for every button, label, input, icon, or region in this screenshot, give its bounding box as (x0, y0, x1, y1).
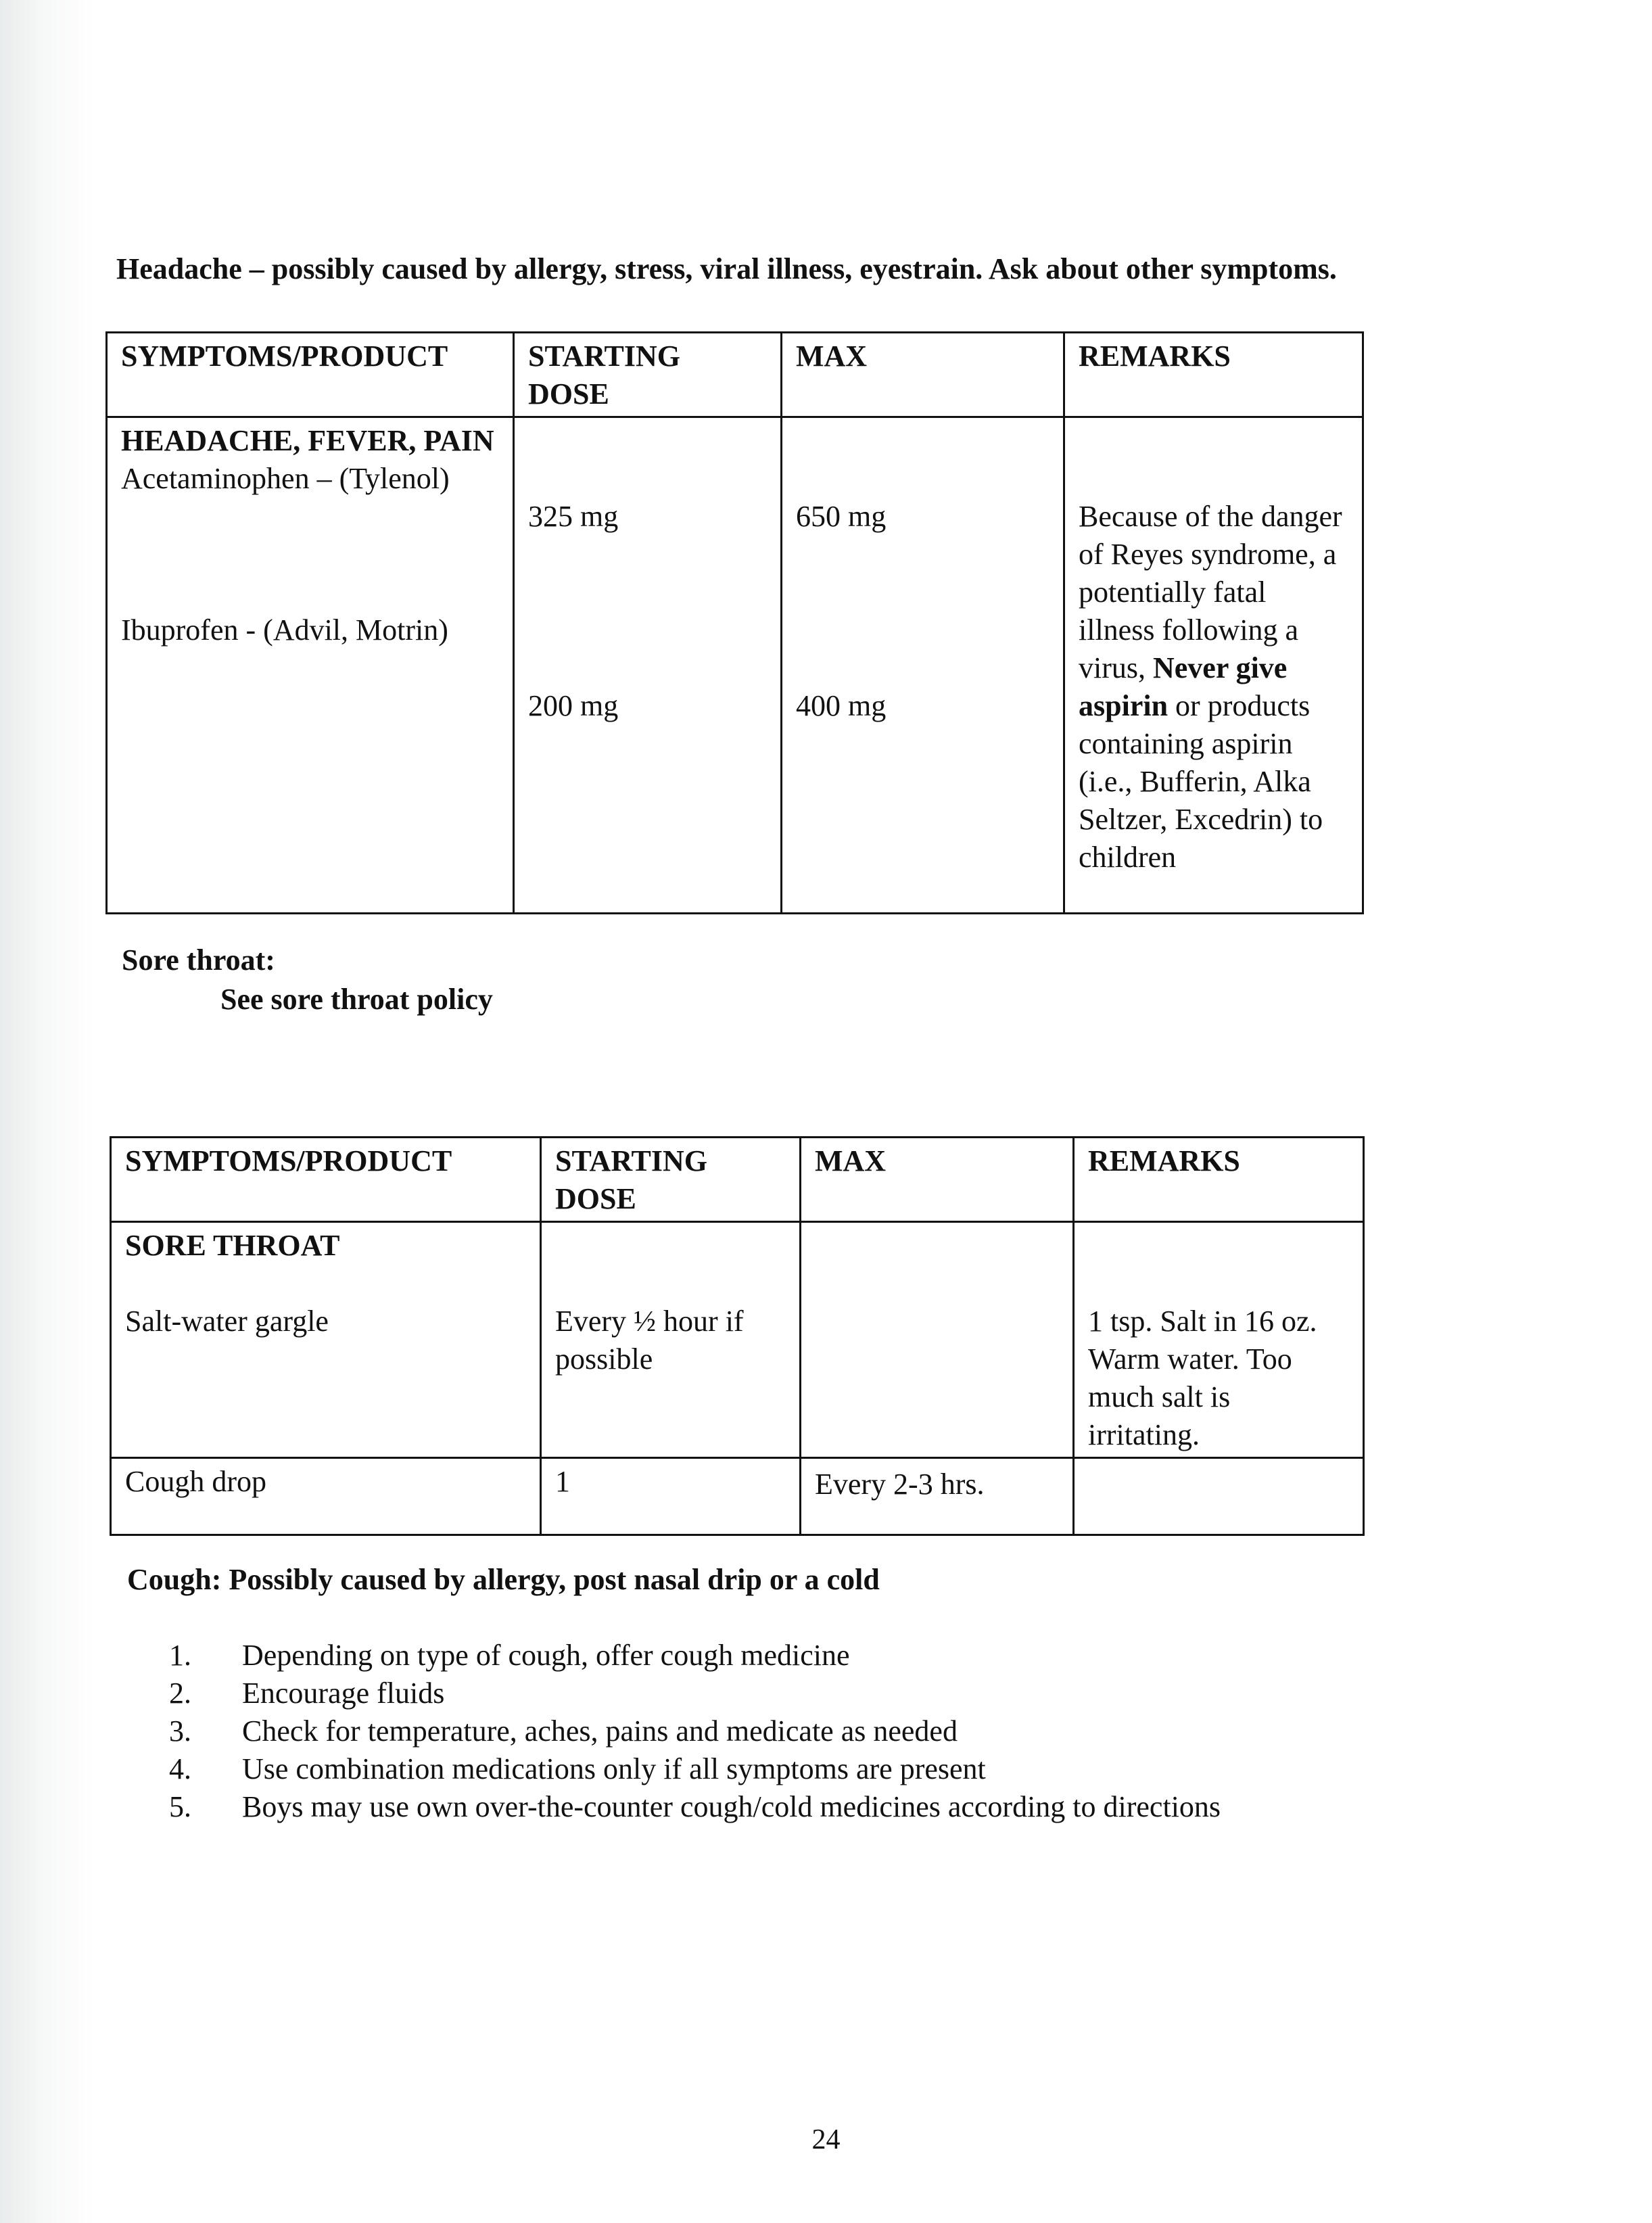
column-header: MAX (801, 1138, 1074, 1222)
remarks-text: or products containing aspirin (i.e., Bufferin, Alka Seltzer, Excedrin) to children (1079, 689, 1323, 874)
remarks-warning: Never give aspirin (1079, 651, 1288, 722)
table-header-row (107, 333, 1363, 417)
max-cell: Every 2-3 hrs. (801, 1458, 1074, 1535)
column-header: STARTING DOSE (514, 333, 782, 417)
remarks-text: Because of the danger of Reyes syndrome, a potentially fatal illness following a virus, (1079, 500, 1342, 684)
cough-heading: Cough: Possibly caused by allergy, post nasal drip or a cold (127, 1563, 880, 1596)
column-header: REMARKS (1074, 1138, 1364, 1222)
list-item (169, 1637, 1392, 1675)
section-label: HEADACHE, FEVER, PAIN (121, 424, 494, 457)
remarks-cell (1074, 1458, 1364, 1535)
list-item-text: Encourage fluids (242, 1677, 445, 1710)
max-cell (782, 417, 1064, 914)
dose-value: Every ½ hour if possible (555, 1305, 744, 1376)
dose-cell (541, 1222, 801, 1458)
column-header: SYMPTOMS/PRODUCT (107, 333, 514, 417)
table-header-row (111, 1138, 1364, 1222)
section-label: SORE THROAT (125, 1229, 340, 1262)
list-item (169, 1750, 1392, 1788)
table-row (111, 1458, 1364, 1535)
list-item-number: 4. (169, 1752, 191, 1785)
list-item-number: 2. (169, 1677, 191, 1710)
column-header: MAX (782, 333, 1064, 417)
list-item-number: 1. (169, 1639, 191, 1672)
table-row (111, 1222, 1364, 1458)
list-item (169, 1675, 1392, 1712)
list-item-text: Check for temperature, aches, pains and medicate as needed (242, 1714, 958, 1748)
page-number: 24 (811, 2124, 841, 2155)
sore-throat-dosage-table (110, 1136, 1365, 1536)
headache-heading: Headache – possibly caused by allergy, stress, viral illness, eyestrain. Ask about other symptoms. (116, 252, 1337, 285)
product-name: Acetaminophen – (Tylenol) (121, 462, 450, 495)
sore-throat-subheading: See sore throat policy (220, 983, 493, 1016)
remarks-text: 1 tsp. Salt in 16 oz. Warm water. Too much salt is irritating. (1088, 1305, 1317, 1451)
max-cell (801, 1222, 1074, 1458)
dose-value: 325 mg (528, 500, 619, 533)
product-cell (107, 417, 514, 914)
list-item (169, 1712, 1392, 1750)
remarks-cell (1064, 417, 1363, 914)
column-header: STARTING DOSE (541, 1138, 801, 1222)
sore-throat-heading: Sore throat: (122, 943, 275, 977)
column-header: SYMPTOMS/PRODUCT (111, 1138, 541, 1222)
product-name: Ibuprofen - (Advil, Motrin) (121, 613, 448, 647)
product-cell (111, 1222, 541, 1458)
dose-cell: 1 (541, 1458, 801, 1535)
list-item-text: Depending on type of cough, offer cough medicine (242, 1639, 850, 1672)
list-item-text: Boys may use own over-the-counter cough/cold medicines according to directions (242, 1790, 1221, 1823)
list-item-number: 3. (169, 1714, 191, 1748)
table-row (107, 417, 1363, 914)
remarks-cell (1074, 1222, 1364, 1458)
headache-dosage-table (105, 331, 1364, 914)
dose-value: 200 mg (528, 689, 619, 722)
product-cell: Cough drop (111, 1458, 541, 1535)
max-value: 650 mg (796, 500, 887, 533)
list-item-text: Use combination medications only if all symptoms are present (242, 1752, 986, 1785)
product-name: Salt-water gargle (125, 1305, 329, 1338)
list-item-number: 5. (169, 1790, 191, 1823)
max-value: 400 mg (796, 689, 887, 722)
cough-instructions-list (169, 1637, 1392, 1826)
dose-cell (514, 417, 782, 914)
column-header: REMARKS (1064, 333, 1363, 417)
list-item (169, 1788, 1392, 1826)
